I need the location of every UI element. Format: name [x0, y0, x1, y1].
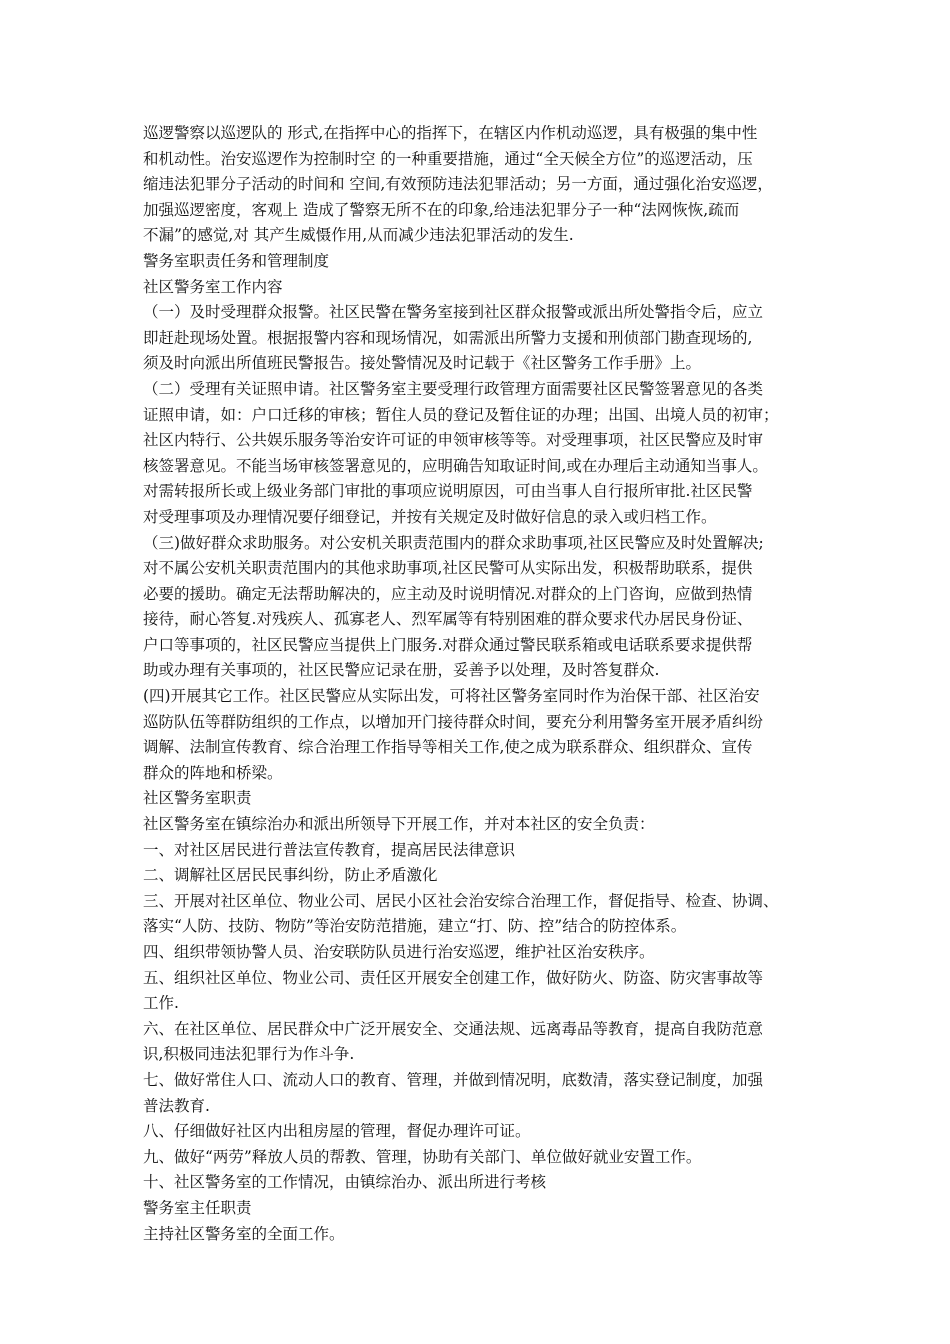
paragraph	[143, 1196, 823, 1222]
paragraph	[143, 863, 823, 889]
text-line: 五、组织社区单位、物业公司、责任区开展安全创建工作，做好防火、防盗、防灾害事故等	[143, 968, 764, 987]
text-line: （二）受理有关证照申请。社区警务室主要受理行政管理方面需要社区民警签署意见的各类	[143, 379, 764, 398]
paragraph	[143, 684, 823, 786]
text-line: 缩违法犯罪分子活动的时间和 空间,有效预防违法犯罪活动；另一方面，通过强化治安巡逻，	[143, 175, 773, 194]
paragraph	[143, 300, 823, 377]
text-line: 不漏”的感觉,对 其产生威慑作用,从而减少违法犯罪活动的发生.	[143, 226, 574, 245]
paragraph	[143, 812, 823, 838]
paragraph	[143, 121, 823, 249]
text-line: 警务室职责任务和管理制度	[143, 251, 330, 270]
paragraph	[143, 940, 823, 966]
paragraph	[143, 1222, 823, 1248]
paragraph	[143, 275, 823, 301]
text-line: (四)开展其它工作。社区民警应从实际出发，可将社区警务室同时作为治保干部、社区治安	[143, 687, 760, 706]
paragraph	[143, 889, 823, 940]
text-line: 对不属公安机关职责范围内的其他求助事项,社区民警可从实际出发，积极帮助联系，提供	[143, 559, 753, 578]
text-line: 六、在社区单位、居民群众中广泛开展安全、交通法规、远离毒品等教育，提高自我防范意	[143, 1019, 764, 1038]
text-line: 九、做好“两劳”释放人员的帮教、管理，协助有关部门、单位做好就业安置工作。	[143, 1147, 702, 1166]
text-line: 社区警务室工作内容	[143, 277, 283, 296]
text-line: 巡防队伍等群防组织的工作点，以增加开门接待群众时间，要充分利用警务室开展矛盾纠纷	[143, 712, 764, 731]
text-line: 社区内特行、公共娱乐服务等治安许可证的申领审核等等。对受理事项，社区民警应及时审	[143, 431, 764, 450]
text-line: 普法教育.	[143, 1096, 210, 1115]
text-line: 调解、法制宣传教育、综合治理工作指导等相关工作,使之成为联系群众、组织群众、宣传	[143, 738, 753, 757]
paragraph	[143, 966, 823, 1017]
text-line: 必要的援助。确定无法帮助解决的，应主动及时说明情况.对群众的上门咨询，应做到热情	[143, 584, 753, 603]
text-line: 主持社区警务室的全面工作。	[143, 1224, 345, 1243]
paragraph	[143, 1017, 823, 1068]
text-line: （一）及时受理群众报警。社区民警在警务室接到社区群众报警或派出所处警指令后，应立	[143, 303, 764, 322]
text-line: 工作.	[143, 994, 179, 1013]
text-line: 加强巡逻密度，客观上 造成了警察无所不在的印象,给违法犯罪分子一种“法网恢恢,疏而	[143, 200, 740, 219]
paragraph	[143, 1170, 823, 1196]
text-line: 接待，耐心答复.对残疾人、孤寡老人、烈军属等有特别困难的群众要求代办居民身份证、	[143, 610, 753, 629]
text-line: 十、社区警务室的工作情况，由镇综治办、派出所进行考核	[143, 1173, 547, 1192]
text-line: 四、组织带领协警人员、治安联防队员进行治安巡逻，维护社区治安秩序。	[143, 943, 655, 961]
text-line: 须及时向派出所值班民警报告。接处警情况及时记载于《社区警务工作手册》上。	[143, 354, 702, 373]
text-line: （三)做好群众求助服务。对公安机关职责范围内的群众求助事项,社区民警应及时处置解决;	[143, 533, 764, 552]
text-line: 社区警务室职责	[143, 789, 252, 808]
text-line: 三、开展对社区单位、物业公司、居民小区社会治安综合治理工作，督促指导、检查、协调、	[143, 891, 779, 910]
text-line: 识,积极同违法犯罪行为作斗争.	[143, 1045, 355, 1064]
text-line: 群众的阵地和桥梁。	[143, 763, 283, 782]
text-line: 对受理事项及办理情况要仔细登记，并按有关规定及时做好信息的录入或归档工作。	[143, 507, 717, 526]
paragraph	[143, 377, 823, 531]
text-line: 核签署意见。不能当场审核签署意见的，应明确告知取证时间,或在办理后主动通知当事人。	[143, 456, 768, 475]
paragraph	[143, 1068, 823, 1119]
text-line: 对需转报所长或上级业务部门审批的事项应说明原因，可由当事人自行报所审批.社区民警	[143, 482, 753, 501]
text-line: 户口等事项的，社区民警应当提供上门服务.对群众通过警民联系箱或电话联系要求提供帮	[143, 635, 753, 654]
paragraph	[143, 838, 823, 864]
text-line: 警务室主任职责	[143, 1198, 252, 1217]
paragraph	[143, 1145, 823, 1171]
paragraph	[143, 1119, 823, 1145]
text-line: 助或办理有关事项的，社区民警应记录在册，妥善予以处理，及时答复群众.	[143, 661, 660, 680]
text-line: 即赶赴现场处置。根据报警内容和现场情况，如需派出所警力支援和刑侦部门勘查现场的,	[143, 328, 753, 347]
text-line: 二、调解社区居民民事纠纷，防止矛盾激化	[143, 866, 438, 885]
text-line: 社区警务室在镇综治办和派出所领导下开展工作，并对本社区的安全负责：	[143, 815, 655, 834]
text-line: 七、做好常住人口、流动人口的教育、管理，并做到情况明，底数清，落实登记制度，加强	[143, 1070, 764, 1089]
text-line: 落实“人防、技防、物防”等治安防范措施，建立“打、防、控”结合的防控体系。	[143, 917, 687, 936]
text-line: 和机动性。治安巡逻作为控制时空 的一种重要措施，通过“全天候全方位”的巡逻活动，压	[143, 149, 753, 168]
text-line: 一、对社区居民进行普法宣传教育，提高居民法律意识	[143, 840, 516, 859]
text-line: 八、仔细做好社区内出租房屋的管理，督促办理许可证。	[143, 1122, 531, 1141]
document-page	[143, 121, 823, 1247]
text-line: 巡逻警察以巡逻队的 形式,在指挥中心的指挥下，在辖区内作机动巡逻，具有极强的集中性	[143, 124, 758, 142]
paragraph	[143, 531, 823, 685]
paragraph	[143, 786, 823, 812]
paragraph	[143, 249, 823, 275]
text-line: 证照申请，如：户口迁移的审核；暂住人员的登记及暂住证的办理；出国、出境人员的初审；	[143, 405, 779, 424]
